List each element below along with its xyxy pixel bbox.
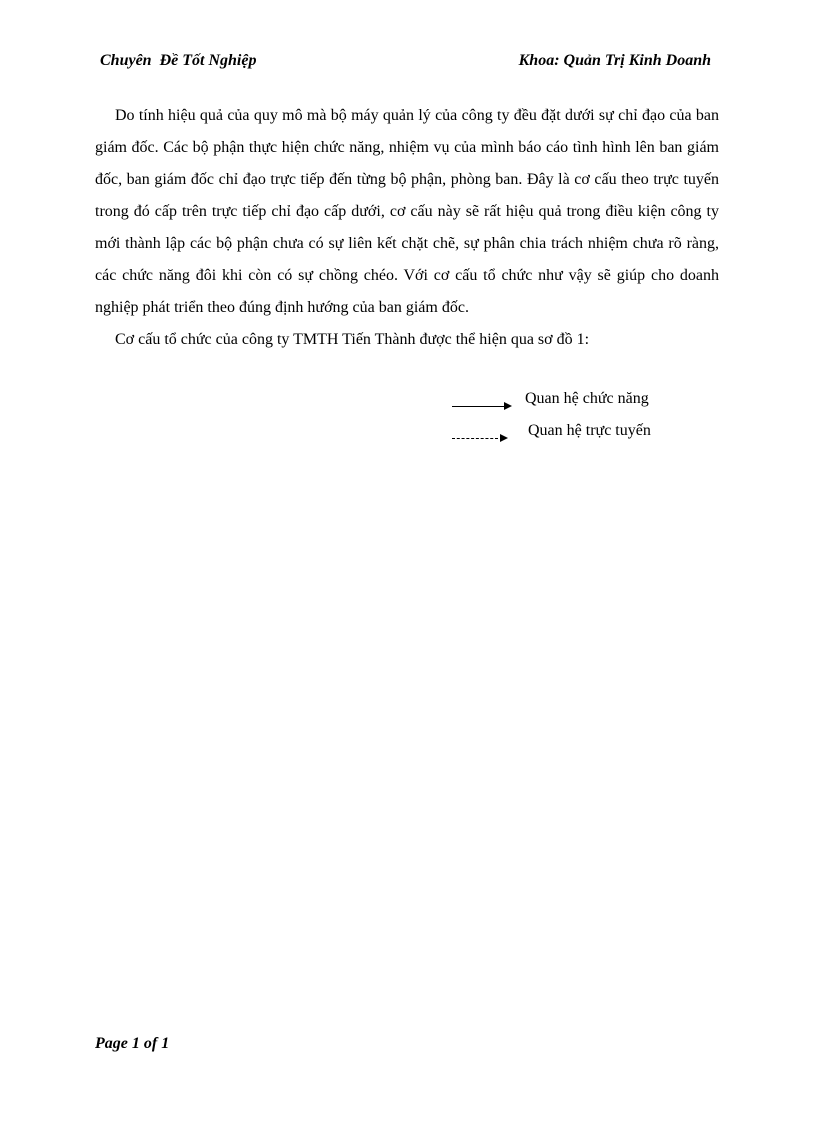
legend-item-functional [452,386,712,418]
dashed-arrow-icon [452,438,498,439]
solid-arrow-icon [452,406,504,407]
header-title: Chuyên Đề Tốt Nghiệp [100,52,257,69]
legend-item-direct [452,418,712,450]
legend-label-functional: Quan hệ chức năng [525,390,649,407]
body-paragraph: Do tính hiệu quả của quy mô mà bộ máy quản lý của công ty đều đặt dưới sự chỉ đạo của ban giám đốc. Các bộ phận thực hiện chức năng, nhiệm vụ của mình báo cáo tình hình lên ban giám đốc, ban giám đốc chỉ đạo trực tiếp đến từng bộ phận, phòng ban. Đây là cơ cấu theo trực tuyến trong đó cấp trên trực tiếp chỉ đạo cấp dưới, cơ cấu này sẽ rất hiệu quả trong điều kiện công ty mới thành lập các bộ phận chưa có sự liên kết chặt chẽ, sự phân chia trách nhiệm chưa rõ ràng, các chức năng đôi khi còn có sự chồng chéo. Với cơ cấu tổ chức như vậy sẽ giúp cho doanh nghiệp phát triển theo đúng định hướng của ban giám đốc. [95,107,719,316]
arrow-head-icon [500,434,508,442]
legend-label-direct: Quan hệ trực tuyến [528,422,651,439]
header-department: Khoa: Quản Trị Kinh Doanh [518,52,711,69]
page-footer: Page 1 of 1 [95,1035,170,1052]
diagram-legend [452,386,712,450]
page-header [0,52,816,76]
body-paragraph-intro-diagram: Cơ cấu tổ chức của công ty TMTH Tiến Thành được thể hiện qua sơ đồ 1: [115,331,590,348]
document-body [95,100,719,356]
arrow-head-icon [504,402,512,410]
